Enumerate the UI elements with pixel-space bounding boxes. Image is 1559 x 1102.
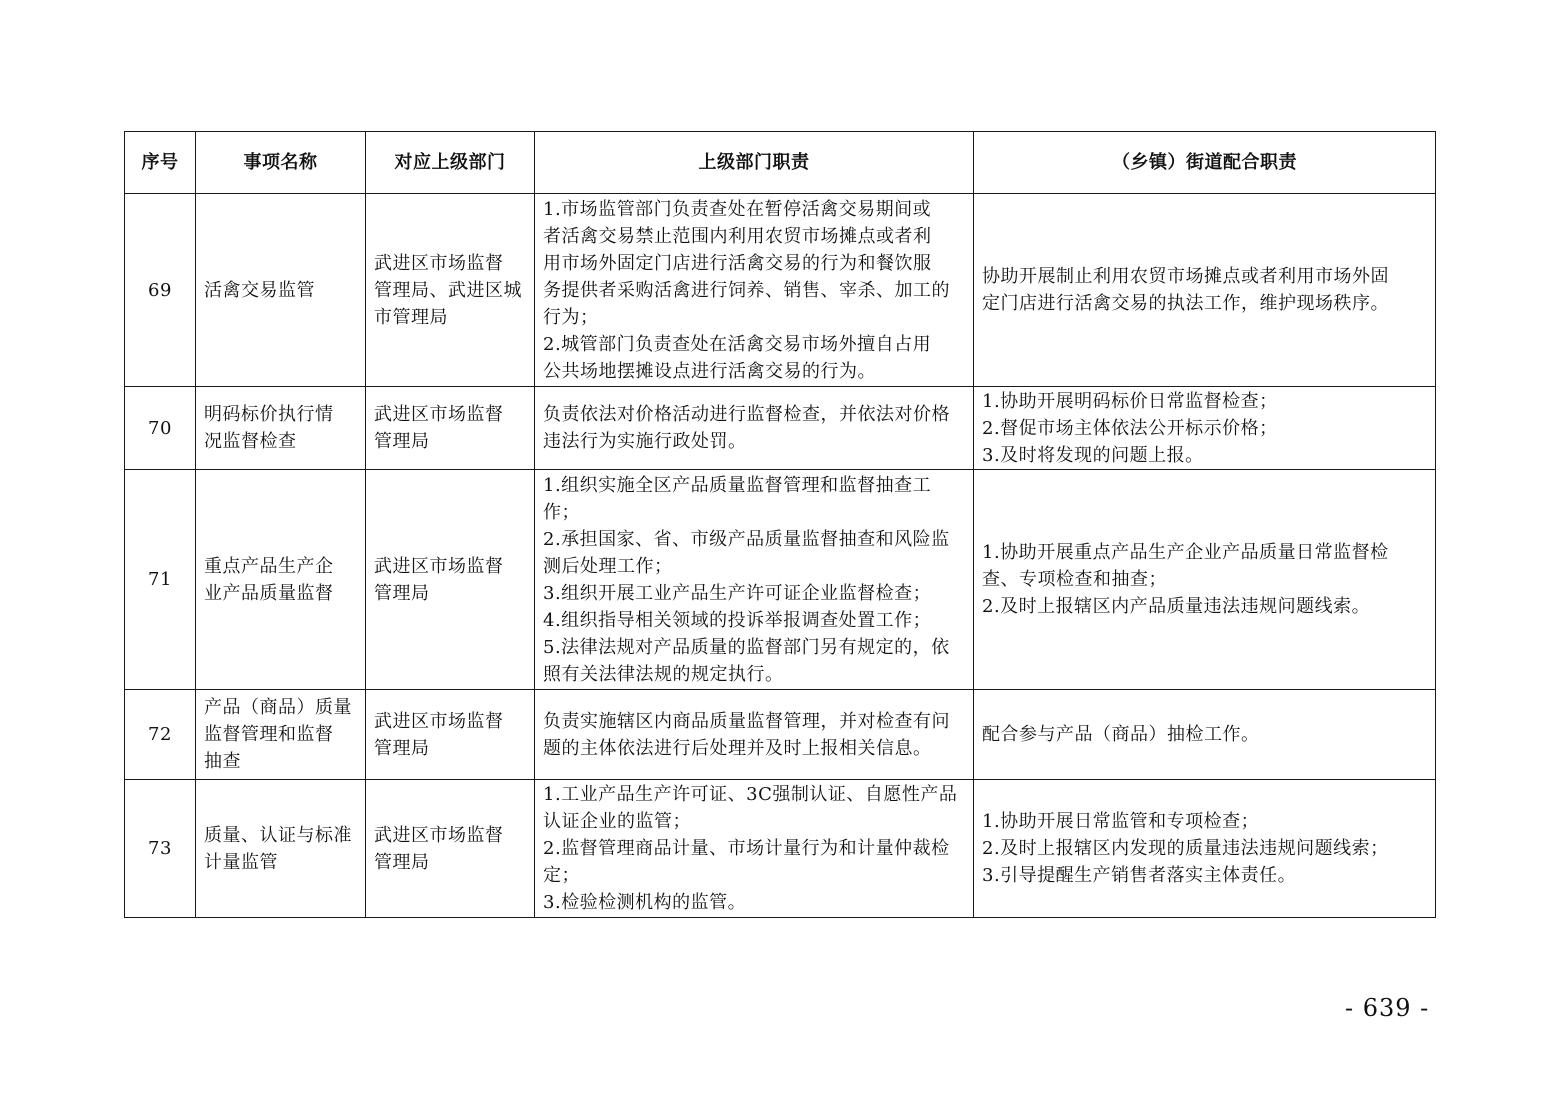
text-line: 1.市场监管部门负责查处在暂停活禽交易期间或 — [543, 198, 932, 220]
text-line: 2.督促市场主体依法公开标示价格； — [982, 417, 1278, 439]
text-line: 定； — [543, 865, 580, 886]
text-line: 管理局 — [374, 582, 430, 604]
text-line: 武进区市场监督 — [374, 252, 504, 274]
row-number: 70 — [125, 387, 196, 470]
text-line: 查、专项检查和抽查； — [982, 569, 1167, 590]
text-line: 1.协助开展重点产品生产企业产品质量日常监督检 — [982, 542, 1389, 563]
item-name-cell — [196, 690, 366, 780]
dept-duty-cell — [535, 194, 974, 387]
text-line: 3.检验检测机构的监管。 — [543, 892, 747, 913]
row-number: 69 — [125, 194, 196, 387]
text-line: 者活禽交易禁止范围内利用农贸市场摊点或者利 — [543, 225, 932, 247]
street-duty-cell — [974, 780, 1436, 918]
text-line: 2.及时上报辖区内发现的质量违法违规问题线索； — [982, 838, 1389, 859]
text-line: 题的主体依法进行后处理并及时上报相关信息。 — [543, 737, 932, 759]
dept-cell — [366, 780, 535, 918]
table-row — [125, 780, 1436, 918]
text-line: 负责实施辖区内商品质量监督管理，并对检查有问 — [543, 710, 950, 732]
page-number: - 639 - — [1345, 994, 1430, 1022]
row-number: 73 — [125, 780, 196, 918]
text-line: 1.协助开展日常监管和专项检查； — [982, 811, 1260, 832]
table-row — [125, 194, 1436, 387]
table-row — [125, 387, 1436, 470]
text-line: 况监督检查 — [204, 431, 297, 452]
text-line: 监督管理和监督 — [204, 724, 334, 745]
dept-cell — [366, 690, 535, 780]
text-line: 负责依法对价格活动进行监督检查，并依法对价格 — [543, 404, 950, 425]
dept-cell — [366, 470, 535, 690]
table-header-row — [125, 132, 1436, 194]
header-no: 序号 — [125, 132, 196, 194]
item-name-cell — [196, 780, 366, 918]
text-line: 重点产品生产企 — [204, 555, 334, 577]
text-line: 管理局 — [374, 431, 430, 452]
text-line: 2.监督管理商品计量、市场计量行为和计量仲裁检 — [543, 838, 950, 859]
text-line: 管理局、武进区城 — [374, 279, 522, 301]
text-line: 管理局 — [374, 737, 430, 759]
street-duty-cell — [974, 194, 1436, 387]
item-name-cell — [196, 470, 366, 690]
text-line: 作； — [543, 501, 580, 523]
text-line: 2.及时上报辖区内产品质量违法违规问题线索。 — [982, 596, 1371, 617]
dept-duty-cell — [535, 690, 974, 780]
street-duty-cell — [974, 470, 1436, 690]
text-line: 产品（商品）质量 — [204, 697, 352, 718]
text-line: 活禽交易监管 — [204, 279, 315, 301]
dept-cell — [366, 194, 535, 387]
text-line: 武进区市场监督 — [374, 710, 504, 732]
street-duty-cell — [974, 690, 1436, 780]
item-name-cell — [196, 387, 366, 470]
text-line: 5.法律法规对产品质量的监督部门另有规定的，依 — [543, 636, 950, 658]
header-item: 事项名称 — [196, 132, 366, 194]
text-line: 1.组织实施全区产品质量监督管理和监督抽查工 — [543, 474, 932, 496]
header-dept: 对应上级部门 — [366, 132, 535, 194]
text-line: 市管理局 — [374, 306, 448, 328]
text-line: 抽查 — [204, 751, 241, 772]
duty-table — [124, 131, 1436, 918]
text-line: 3.组织开展工业产品生产许可证企业监督检查； — [543, 582, 932, 604]
text-line: 武进区市场监督 — [374, 555, 504, 577]
text-line: 2.承担国家、省、市级产品质量监督抽查和风险监 — [543, 528, 950, 550]
text-line: 业产品质量监督 — [204, 582, 334, 604]
text-line: 定门店进行活禽交易的执法工作，维护现场秩序。 — [982, 293, 1389, 314]
table-row — [125, 690, 1436, 780]
text-line: 2.城管部门负责查处在活禽交易市场外擅自占用 — [543, 333, 932, 355]
row-number: 72 — [125, 690, 196, 780]
text-line: 1.协助开展明码标价日常监督检查； — [982, 390, 1278, 412]
text-line: 计量监管 — [204, 851, 278, 873]
text-line: 武进区市场监督 — [374, 404, 504, 425]
text-line: 明码标价执行情 — [204, 404, 334, 425]
text-line: 照有关法律法规的规定执行。 — [543, 663, 784, 685]
text-line: 用市场外固定门店进行活禽交易的行为和餐饮服 — [543, 252, 932, 274]
dept-cell — [366, 387, 535, 470]
text-line: 武进区市场监督 — [374, 824, 504, 846]
text-line: 公共场地摆摊设点进行活禽交易的行为。 — [543, 360, 876, 382]
text-line: 测后处理工作； — [543, 555, 673, 577]
text-line: 3.引导提醒生产销售者落实主体责任。 — [982, 865, 1297, 886]
header-street-duty: （乡镇）街道配合职责 — [974, 132, 1436, 194]
text-line: 行为； — [543, 306, 599, 328]
table-row — [125, 470, 1436, 690]
text-line: 协助开展制止利用农贸市场摊点或者利用市场外固 — [982, 266, 1389, 287]
dept-duty-cell — [535, 387, 974, 470]
street-duty-cell — [974, 387, 1436, 470]
text-line: 1.工业产品生产许可证、3C强制认证、自愿性产品 — [543, 784, 958, 805]
header-dept-duty: 上级部门职责 — [535, 132, 974, 194]
text-line: 3.及时将发现的问题上报。 — [982, 444, 1204, 466]
text-line: 务提供者采购活禽进行饲养、销售、宰杀、加工的 — [543, 279, 950, 301]
text-line: 管理局 — [374, 851, 430, 873]
text-line: 认证企业的监管； — [543, 811, 691, 832]
text-line: 配合参与产品（商品）抽检工作。 — [982, 724, 1260, 745]
row-number: 71 — [125, 470, 196, 690]
dept-duty-cell — [535, 780, 974, 918]
dept-duty-cell — [535, 470, 974, 690]
text-line: 违法行为实施行政处罚。 — [543, 431, 747, 452]
text-line: 4.组织指导相关领域的投诉举报调查处置工作； — [543, 609, 932, 631]
text-line: 质量、认证与标准 — [204, 824, 352, 846]
item-name-cell — [196, 194, 366, 387]
